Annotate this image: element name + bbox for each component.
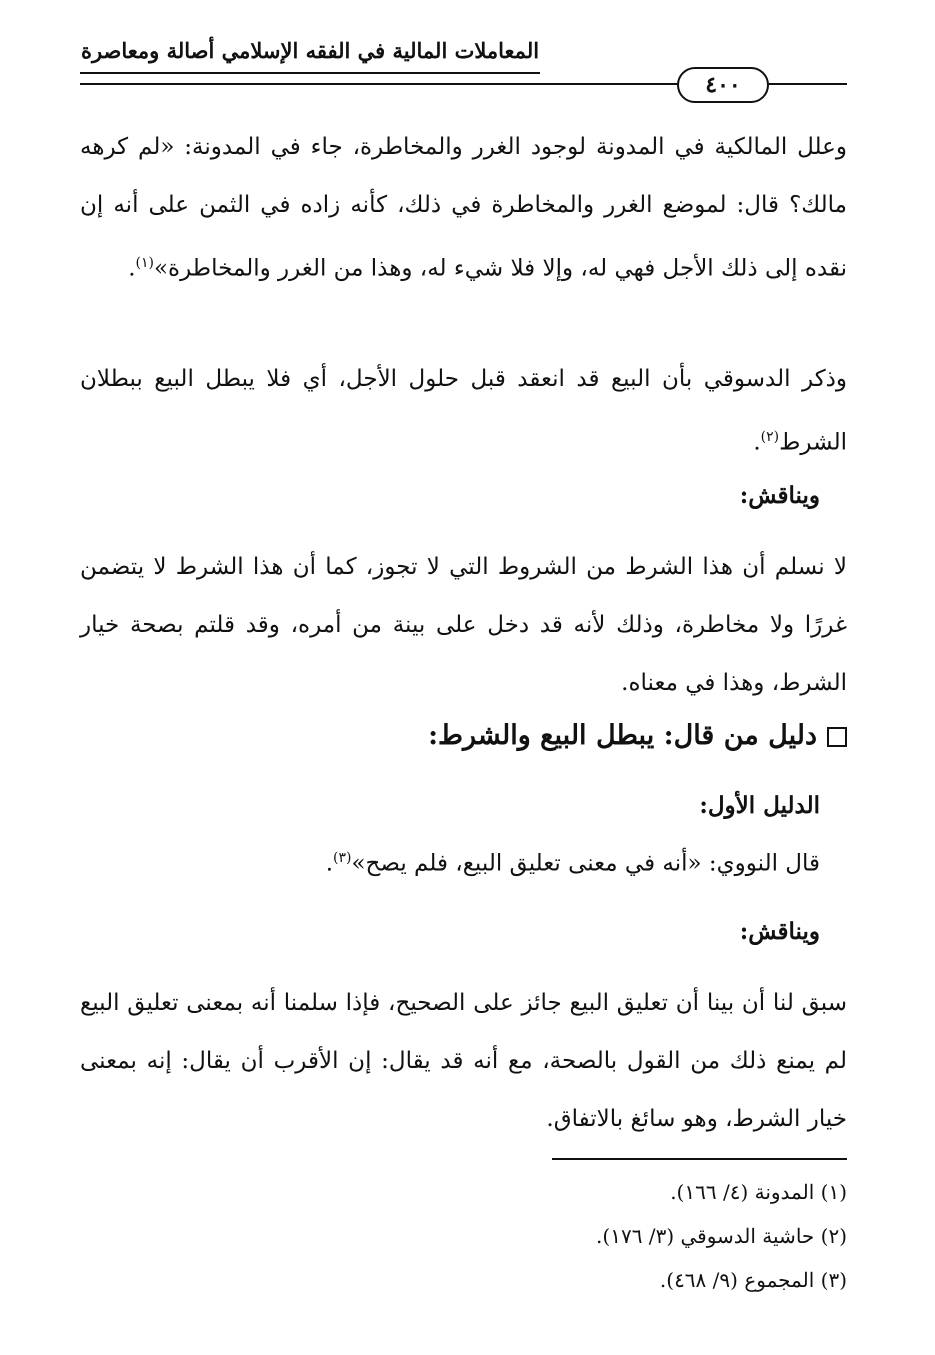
paragraph-2: وذكر الدسوقي بأن البيع قد انعقد قبل حلول الأجل، أي فلا يبطل البيع ببطلان الشرط$^{(٢)}$. (80, 366, 847, 456)
footnote-ref-2: (٢) (760, 429, 780, 445)
nawawi-quote: قال النووي: «أنه في معنى تعليق البيع، فلم يصح»$^{(٣)}$. (325, 850, 820, 877)
footnote: (١) المدونة (٤/ ١٦٦). (670, 1180, 847, 1204)
footnote-ref-3: (٣) (333, 850, 352, 866)
heading-discussion-1: ويناقش: (739, 482, 820, 509)
heading-first-evidence: الدليل الأول: (699, 792, 820, 819)
paragraph-4: سبق لنا أن بينا أن تعليق البيع جائز على الصحيح، فإذا سلمنا أنه بمعنى تعليق البيع لم يمنع ذلك من القول بالصحة، مع أنه قد يقال: إن الأقرب أن يقال: إنه بمعنى خيار الشرط، وهو سائغ بالاتفاق. (80, 990, 847, 1132)
heading-discussion-2: ويناقش: (739, 918, 820, 945)
section-heading-text: دليل من قال: يبطل البيع والشرط: (428, 720, 817, 751)
paragraph-1-text: وعلل المالكية في المدونة لوجود الغرر والمخاطرة، جاء في المدونة: «لم كرهه مالك؟ قال: لموضع الغرر والمخاطرة في ذلك، كأنه زاده في الثمن على أنه إن نقده إلى ذلك الأجل فهي له، وإلا فلا شيء له، وهذا من الغرر والمخاطرة» (80, 134, 847, 282)
footnote-ref-1: (١) (135, 255, 154, 271)
paragraph-2-text: وذكر الدسوقي بأن البيع قد انعقد قبل حلول الأجل، أي فلا يبطل البيع ببطلان الشرط (80, 366, 847, 456)
footnote-rule (552, 1158, 847, 1160)
header-title: المعاملات المالية في الفقه الإسلامي أصالة ومعاصرة (80, 38, 540, 63)
footnote: (٢) حاشية الدسوقي (٣/ ١٧٦). (596, 1224, 847, 1248)
footnote: (٣) المجموع (٩/ ٤٦٨). (659, 1268, 847, 1292)
page-number: ٤٠٠ (677, 67, 769, 103)
paragraph-1: وعلل المالكية في المدونة لوجود الغرر والمخاطرة، جاء في المدونة: «لم كرهه مالك؟ قال: لموضع الغرر والمخاطرة في ذلك، كأنه زاده في الثمن على أنه إن نقده إلى ذلك الأجل فهي له، وإلا فلا شيء له، وهذا من الغرر والمخاطرة»$^{(١)}$. (80, 134, 847, 282)
checkbox-icon (827, 727, 847, 747)
nawawi-quote-text: قال النووي: «أنه في معنى تعليق البيع، فلم يصح» (351, 850, 820, 877)
header-underline (80, 72, 540, 74)
section-heading (80, 720, 847, 751)
footnotes (400, 1172, 847, 1304)
paragraph-3: لا نسلم أن هذا الشرط من الشروط التي لا تجوز، كما أن هذا الشرط لا يتضمن غررًا ولا مخاطرة، وذلك لأنه قد دخل على بينة من أمره، وقد قلتم بصحة خيار الشرط، وهذا في معناه. (80, 554, 847, 696)
